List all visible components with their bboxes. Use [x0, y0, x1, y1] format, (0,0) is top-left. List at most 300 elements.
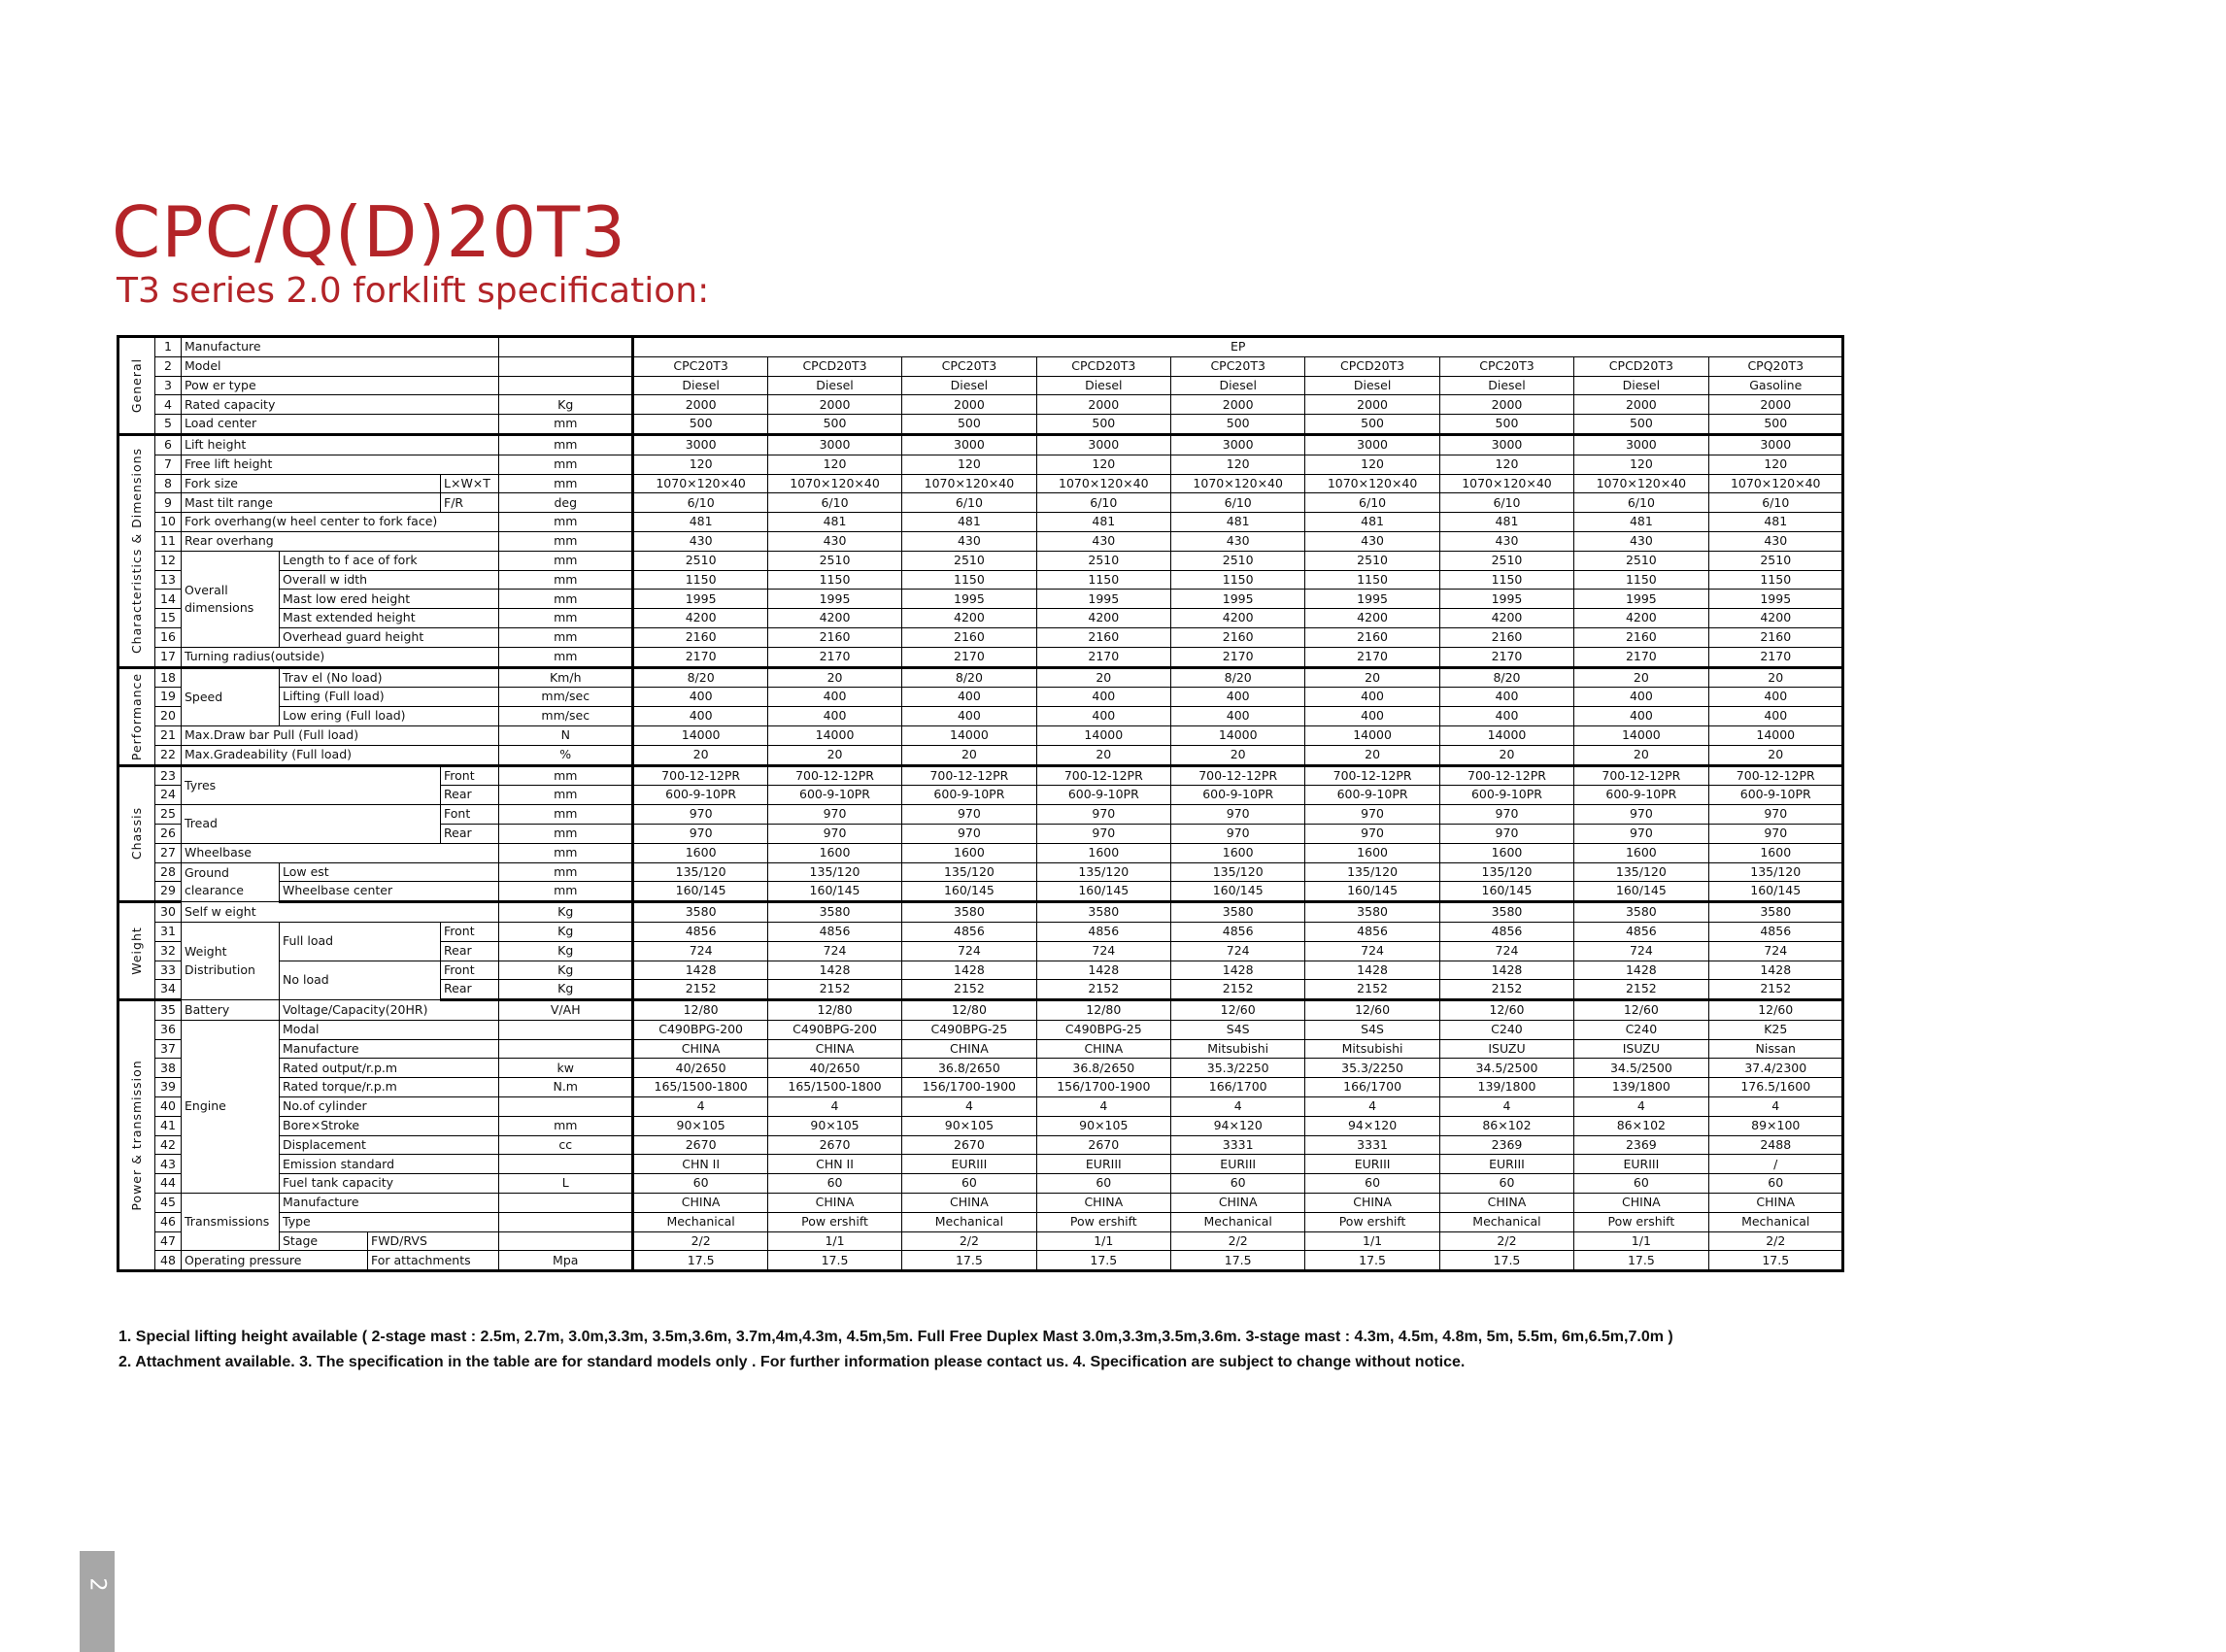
- value-cell: 400: [1305, 707, 1439, 726]
- value-cell: 2510: [902, 551, 1036, 570]
- value-cell: 481: [1171, 513, 1305, 532]
- row-label: Free lift height: [182, 455, 499, 474]
- value-cell: 12/60: [1171, 1000, 1305, 1021]
- row-number: 31: [155, 922, 182, 941]
- value-cell: 40/2650: [633, 1059, 767, 1078]
- unit-cell: mm: [499, 786, 633, 805]
- value-cell: EURIII: [902, 1155, 1036, 1174]
- unit-cell: [499, 1212, 633, 1231]
- value-cell: CPCD20T3: [767, 356, 901, 376]
- value-cell: 12/80: [767, 1000, 901, 1021]
- value-cell: 1995: [767, 590, 901, 609]
- value-cell: 430: [1036, 531, 1170, 551]
- value-cell: 430: [633, 531, 767, 551]
- value-cell: 120: [1439, 455, 1573, 474]
- spec-row: [118, 474, 1843, 493]
- value-cell: 2152: [1036, 980, 1170, 1000]
- unit-cell: deg: [499, 493, 633, 513]
- unit-cell: %: [499, 745, 633, 765]
- value-cell: 700-12-12PR: [1708, 765, 1842, 786]
- value-cell: 481: [1439, 513, 1573, 532]
- unit-cell: mm: [499, 474, 633, 493]
- value-cell: 400: [633, 688, 767, 707]
- value-cell: 40/2650: [767, 1059, 901, 1078]
- value-cell: 120: [1574, 455, 1708, 474]
- value-cell: Mechanical: [1439, 1212, 1573, 1231]
- value-cell: EURIII: [1439, 1155, 1573, 1174]
- section-label: [118, 1000, 155, 1271]
- value-cell: 94×120: [1171, 1116, 1305, 1135]
- value-cell: 4856: [902, 922, 1036, 941]
- value-cell: 1600: [1036, 843, 1170, 862]
- value-cell: Pow ershift: [767, 1212, 901, 1231]
- row-number: 19: [155, 688, 182, 707]
- value-cell: 135/120: [1171, 862, 1305, 882]
- spec-row: [118, 434, 1843, 455]
- value-cell: Nissan: [1708, 1039, 1842, 1059]
- value-cell: 6/10: [633, 493, 767, 513]
- value-cell: 156/1700-1900: [1036, 1078, 1170, 1097]
- row-number: 1: [155, 337, 182, 357]
- row-label: Bore×Stroke: [280, 1116, 499, 1135]
- value-cell: CHINA: [1305, 1194, 1439, 1213]
- value-cell: 3000: [1305, 434, 1439, 455]
- value-cell: 2160: [1305, 627, 1439, 647]
- value-cell: CPC20T3: [1171, 356, 1305, 376]
- row-number: 32: [155, 941, 182, 961]
- unit-cell: mm: [499, 609, 633, 628]
- value-cell: 600-9-10PR: [1574, 786, 1708, 805]
- value-cell: 2510: [1708, 551, 1842, 570]
- value-cell: 90×105: [1036, 1116, 1170, 1135]
- value-cell: Pow ershift: [1574, 1212, 1708, 1231]
- value-cell: 500: [633, 415, 767, 435]
- value-cell: 970: [1305, 824, 1439, 843]
- value-cell: 20: [902, 745, 1036, 765]
- value-cell: 4856: [1305, 922, 1439, 941]
- section-label-text: Power & transmission: [128, 1060, 144, 1211]
- value-cell: 481: [1574, 513, 1708, 532]
- value-cell: 8/20: [1439, 667, 1573, 688]
- row-number: 37: [155, 1039, 182, 1059]
- value-cell: 3580: [1036, 902, 1170, 923]
- unit-cell: mm: [499, 647, 633, 667]
- value-cell: 60: [633, 1174, 767, 1194]
- value-cell: 970: [1708, 805, 1842, 825]
- value-cell: 120: [1171, 455, 1305, 474]
- value-cell: 2152: [1574, 980, 1708, 1000]
- spec-table: [117, 335, 1844, 1272]
- value-cell: 135/120: [902, 862, 1036, 882]
- value-cell: CPC20T3: [633, 356, 767, 376]
- unit-cell: mm: [499, 805, 633, 825]
- value-cell: 4: [633, 1097, 767, 1117]
- value-cell: 4: [1305, 1097, 1439, 1117]
- value-cell: 60: [1708, 1174, 1842, 1194]
- value-cell: 481: [767, 513, 901, 532]
- value-cell: 3331: [1171, 1135, 1305, 1155]
- value-cell: ISUZU: [1439, 1039, 1573, 1059]
- value-cell: 60: [1171, 1174, 1305, 1194]
- value-cell: 17.5: [767, 1251, 901, 1271]
- value-cell: 970: [902, 805, 1036, 825]
- value-cell: 724: [633, 941, 767, 961]
- value-cell: 160/145: [1439, 882, 1573, 902]
- row-label: Pow er type: [182, 376, 499, 395]
- value-cell: 400: [1171, 707, 1305, 726]
- value-cell: 14000: [902, 725, 1036, 745]
- spec-row: [118, 961, 1843, 980]
- unit-cell: Kg: [499, 980, 633, 1000]
- value-cell: 2152: [1439, 980, 1573, 1000]
- value-cell: 430: [1439, 531, 1573, 551]
- value-cell: 14000: [1574, 725, 1708, 745]
- value-cell: 4: [1574, 1097, 1708, 1117]
- value-cell: 20: [1036, 667, 1170, 688]
- unit-cell: cc: [499, 1135, 633, 1155]
- unit-cell: kw: [499, 1059, 633, 1078]
- value-cell: 700-12-12PR: [902, 765, 1036, 786]
- value-cell: 160/145: [902, 882, 1036, 902]
- value-cell: 94×120: [1305, 1116, 1439, 1135]
- row-label: Low est: [280, 862, 499, 882]
- value-cell: 12/80: [902, 1000, 1036, 1021]
- value-cell: 1995: [902, 590, 1036, 609]
- value-cell: 120: [633, 455, 767, 474]
- value-cell: 1150: [902, 570, 1036, 590]
- row-number: 14: [155, 590, 182, 609]
- row-number: 44: [155, 1174, 182, 1194]
- value-cell: 1600: [1574, 843, 1708, 862]
- value-cell: 4856: [1171, 922, 1305, 941]
- row-number: 16: [155, 627, 182, 647]
- value-cell: 1070×120×40: [902, 474, 1036, 493]
- value-cell: 1995: [1708, 590, 1842, 609]
- row-label: Voltage/Capacity(20HR): [280, 1000, 499, 1021]
- value-cell: 17.5: [1305, 1251, 1439, 1271]
- value-cell: 2170: [1574, 647, 1708, 667]
- spec-row: [118, 805, 1843, 825]
- value-cell: 20: [1305, 745, 1439, 765]
- row-number: 17: [155, 647, 182, 667]
- value-cell: 400: [1171, 688, 1305, 707]
- spec-row: [118, 745, 1843, 765]
- value-cell: 600-9-10PR: [767, 786, 901, 805]
- row-label: Rated torque/r.p.m: [280, 1078, 499, 1097]
- unit-cell: Kg: [499, 941, 633, 961]
- value-cell: ISUZU: [1574, 1039, 1708, 1059]
- value-cell: 6/10: [1574, 493, 1708, 513]
- value-cell: 2000: [1036, 395, 1170, 415]
- value-cell: 1428: [767, 961, 901, 980]
- row-label: Self w eight: [182, 902, 499, 923]
- value-cell: Pow ershift: [1305, 1212, 1439, 1231]
- footnote-2: 2. Attachment available. 3. The specification in the table are for standard models only . For further information please contact us. 4. Specification are subject to change without notice.: [118, 1354, 1466, 1370]
- value-cell: 430: [1171, 531, 1305, 551]
- value-cell: 12/80: [1036, 1000, 1170, 1021]
- value-cell: 430: [1708, 531, 1842, 551]
- value-cell: CHINA: [1036, 1194, 1170, 1213]
- value-cell: 3000: [1574, 434, 1708, 455]
- value-cell: 400: [1439, 688, 1573, 707]
- value-cell: 1070×120×40: [633, 474, 767, 493]
- row-label: Low ering (Full load): [280, 707, 499, 726]
- value-cell: 135/120: [1036, 862, 1170, 882]
- section-label: [118, 434, 155, 667]
- row-number: 20: [155, 707, 182, 726]
- value-cell: 14000: [1171, 725, 1305, 745]
- section-label-text: Performance: [128, 672, 144, 760]
- row-label: Fuel tank capacity: [280, 1174, 499, 1194]
- value-cell: 600-9-10PR: [1036, 786, 1170, 805]
- value-cell: 500: [767, 415, 901, 435]
- value-cell: 4856: [1574, 922, 1708, 941]
- unit-cell: mm: [499, 531, 633, 551]
- value-cell: 2000: [1305, 395, 1439, 415]
- value-cell: 3000: [1439, 434, 1573, 455]
- value-cell: 3580: [902, 902, 1036, 923]
- value-cell: 3000: [1171, 434, 1305, 455]
- value-cell: 160/145: [1171, 882, 1305, 902]
- value-cell: 970: [1439, 805, 1573, 825]
- value-cell: CPC20T3: [902, 356, 1036, 376]
- value-cell: 1150: [1439, 570, 1573, 590]
- value-cell: 2510: [1171, 551, 1305, 570]
- value-cell: 970: [1036, 824, 1170, 843]
- value-cell: 700-12-12PR: [1171, 765, 1305, 786]
- section-label-text: Chassis: [128, 807, 144, 860]
- value-cell: 430: [902, 531, 1036, 551]
- value-cell: 120: [767, 455, 901, 474]
- value-cell: 90×105: [633, 1116, 767, 1135]
- value-cell: Diesel: [902, 376, 1036, 395]
- spec-row: [118, 531, 1843, 551]
- value-cell: CPCD20T3: [1036, 356, 1170, 376]
- row-label: Wheelbase: [182, 843, 499, 862]
- value-cell: 1070×120×40: [1036, 474, 1170, 493]
- spec-row: [118, 1194, 1843, 1213]
- value-cell: 481: [902, 513, 1036, 532]
- row-label: Rear overhang: [182, 531, 499, 551]
- value-cell: 500: [1305, 415, 1439, 435]
- value-cell: 2160: [1708, 627, 1842, 647]
- value-cell: 160/145: [1305, 882, 1439, 902]
- unit-cell: Kg: [499, 902, 633, 923]
- value-cell: Diesel: [633, 376, 767, 395]
- value-cell: 430: [1305, 531, 1439, 551]
- value-cell: 34.5/2500: [1574, 1059, 1708, 1078]
- value-cell: 1995: [1171, 590, 1305, 609]
- value-cell: 1070×120×40: [1171, 474, 1305, 493]
- value-cell: 1150: [767, 570, 901, 590]
- row-number: 4: [155, 395, 182, 415]
- value-cell: 17.5: [633, 1251, 767, 1271]
- value-cell: EURIII: [1036, 1155, 1170, 1174]
- value-cell: 120: [1708, 455, 1842, 474]
- row-label: Ground clearance: [182, 862, 280, 902]
- value-cell: 120: [1305, 455, 1439, 474]
- row-number: 38: [155, 1059, 182, 1078]
- value-cell: 12/80: [633, 1000, 767, 1021]
- value-cell: 3580: [1171, 902, 1305, 923]
- value-cell: 139/1800: [1439, 1078, 1573, 1097]
- value-cell: 4856: [1439, 922, 1573, 941]
- value-cell: 2160: [633, 627, 767, 647]
- value-cell: 2170: [1171, 647, 1305, 667]
- value-cell: 1428: [1439, 961, 1573, 980]
- unit-cell: mm: [499, 434, 633, 455]
- row-number: 30: [155, 902, 182, 923]
- row-number: 25: [155, 805, 182, 825]
- row-label: No load: [280, 961, 441, 1000]
- unit-cell: mm: [499, 824, 633, 843]
- value-cell: 34.5/2500: [1439, 1059, 1573, 1078]
- value-cell: 3580: [1305, 902, 1439, 923]
- row-label: Displacement: [280, 1135, 499, 1155]
- value-cell: 4: [1036, 1097, 1170, 1117]
- value-cell: 970: [767, 805, 901, 825]
- value-cell: CHINA: [902, 1194, 1036, 1213]
- row-number: 39: [155, 1078, 182, 1097]
- unit-cell: Mpa: [499, 1251, 633, 1271]
- value-cell: Diesel: [767, 376, 901, 395]
- value-cell: 1070×120×40: [1439, 474, 1573, 493]
- spec-row: [118, 513, 1843, 532]
- row-number: 41: [155, 1116, 182, 1135]
- value-cell: 2152: [902, 980, 1036, 1000]
- value-cell: 20: [1439, 745, 1573, 765]
- value-cell: 1600: [1708, 843, 1842, 862]
- row-number: 10: [155, 513, 182, 532]
- spec-row: [118, 667, 1843, 688]
- value-cell: CHINA: [1036, 1039, 1170, 1059]
- value-cell: 2369: [1439, 1135, 1573, 1155]
- value-cell: 2000: [1574, 395, 1708, 415]
- unit-cell: mm: [499, 1116, 633, 1135]
- value-cell: Diesel: [1171, 376, 1305, 395]
- unit-cell: mm: [499, 455, 633, 474]
- value-cell: 6/10: [1036, 493, 1170, 513]
- value-cell: 970: [767, 824, 901, 843]
- value-cell: CHINA: [1574, 1194, 1708, 1213]
- value-cell: 700-12-12PR: [767, 765, 901, 786]
- value-cell: 1070×120×40: [1305, 474, 1439, 493]
- value-cell: 3000: [902, 434, 1036, 455]
- value-cell: EURIII: [1574, 1155, 1708, 1174]
- value-cell: 6/10: [902, 493, 1036, 513]
- spec-row: [118, 395, 1843, 415]
- unit-cell: mm: [499, 627, 633, 647]
- value-cell: 1070×120×40: [1708, 474, 1842, 493]
- value-cell: 17.5: [1439, 1251, 1573, 1271]
- unit-cell: Kg: [499, 922, 633, 941]
- value-cell: 4200: [633, 609, 767, 628]
- unit-cell: mm: [499, 862, 633, 882]
- row-label: Max.Draw bar Pull (Full load): [182, 725, 499, 745]
- value-cell: 1150: [1305, 570, 1439, 590]
- value-cell: CPQ20T3: [1708, 356, 1842, 376]
- row-label: Front: [441, 961, 499, 980]
- value-cell: 1995: [1305, 590, 1439, 609]
- row-label: Manufacture: [280, 1194, 499, 1213]
- value-cell: 724: [767, 941, 901, 961]
- value-cell: 1150: [1708, 570, 1842, 590]
- spec-row: [118, 862, 1843, 882]
- value-cell: 700-12-12PR: [1036, 765, 1170, 786]
- row-label: Length to f ace of fork: [280, 551, 499, 570]
- row-number: 43: [155, 1155, 182, 1174]
- row-number: 47: [155, 1231, 182, 1251]
- value-cell: 2170: [633, 647, 767, 667]
- unit-cell: [499, 1097, 633, 1117]
- value-cell: CPC20T3: [1439, 356, 1573, 376]
- value-cell: 430: [767, 531, 901, 551]
- value-cell: 724: [1036, 941, 1170, 961]
- row-label: Tread: [182, 805, 441, 844]
- row-label: Rear: [441, 941, 499, 961]
- value-cell: C490BPG-25: [902, 1020, 1036, 1039]
- value-cell: 400: [767, 688, 901, 707]
- value-cell: 500: [1574, 415, 1708, 435]
- value-cell: 481: [1036, 513, 1170, 532]
- spec-row: [118, 1078, 1843, 1097]
- row-label: Speed: [182, 667, 280, 725]
- value-cell: 1995: [1439, 590, 1573, 609]
- value-cell: 6/10: [1305, 493, 1439, 513]
- spec-row: [118, 922, 1843, 941]
- row-label: Fork overhang(w heel center to fork face): [182, 513, 499, 532]
- value-cell: 1995: [1036, 590, 1170, 609]
- value-cell: 2000: [1439, 395, 1573, 415]
- value-cell: 2510: [1305, 551, 1439, 570]
- value-cell: 8/20: [902, 667, 1036, 688]
- value-cell: 166/1700: [1305, 1078, 1439, 1097]
- value-cell: 3580: [1439, 902, 1573, 923]
- value-cell: 6/10: [1708, 493, 1842, 513]
- row-label: Font: [441, 805, 499, 825]
- value-cell: EURIII: [1305, 1155, 1439, 1174]
- value-cell: 2/2: [1439, 1231, 1573, 1251]
- value-cell: 724: [1574, 941, 1708, 961]
- row-label: FWD/RVS: [368, 1231, 499, 1251]
- row-label: Engine: [182, 1020, 280, 1193]
- value-cell: CHINA: [902, 1039, 1036, 1059]
- value-cell: 1428: [902, 961, 1036, 980]
- value-cell: 970: [1708, 824, 1842, 843]
- value-cell: 86×102: [1574, 1116, 1708, 1135]
- value-cell: 700-12-12PR: [1574, 765, 1708, 786]
- row-label: Rated output/r.p.m: [280, 1059, 499, 1078]
- value-cell: 724: [902, 941, 1036, 961]
- spec-row: [118, 1116, 1843, 1135]
- value-cell: 8/20: [633, 667, 767, 688]
- value-cell: 120: [902, 455, 1036, 474]
- row-number: 21: [155, 725, 182, 745]
- value-cell: 1428: [1708, 961, 1842, 980]
- value-cell: 20: [1708, 667, 1842, 688]
- value-cell: 17.5: [1574, 1251, 1708, 1271]
- value-cell: S4S: [1305, 1020, 1439, 1039]
- value-cell: 2160: [1171, 627, 1305, 647]
- row-label: Overhead guard height: [280, 627, 499, 647]
- row-number: 6: [155, 434, 182, 455]
- value-cell: 2170: [1708, 647, 1842, 667]
- value-cell: CHINA: [767, 1039, 901, 1059]
- row-label: Type: [280, 1212, 499, 1231]
- value-cell: CHINA: [633, 1039, 767, 1059]
- value-cell: 1070×120×40: [767, 474, 901, 493]
- section-label: [118, 765, 155, 902]
